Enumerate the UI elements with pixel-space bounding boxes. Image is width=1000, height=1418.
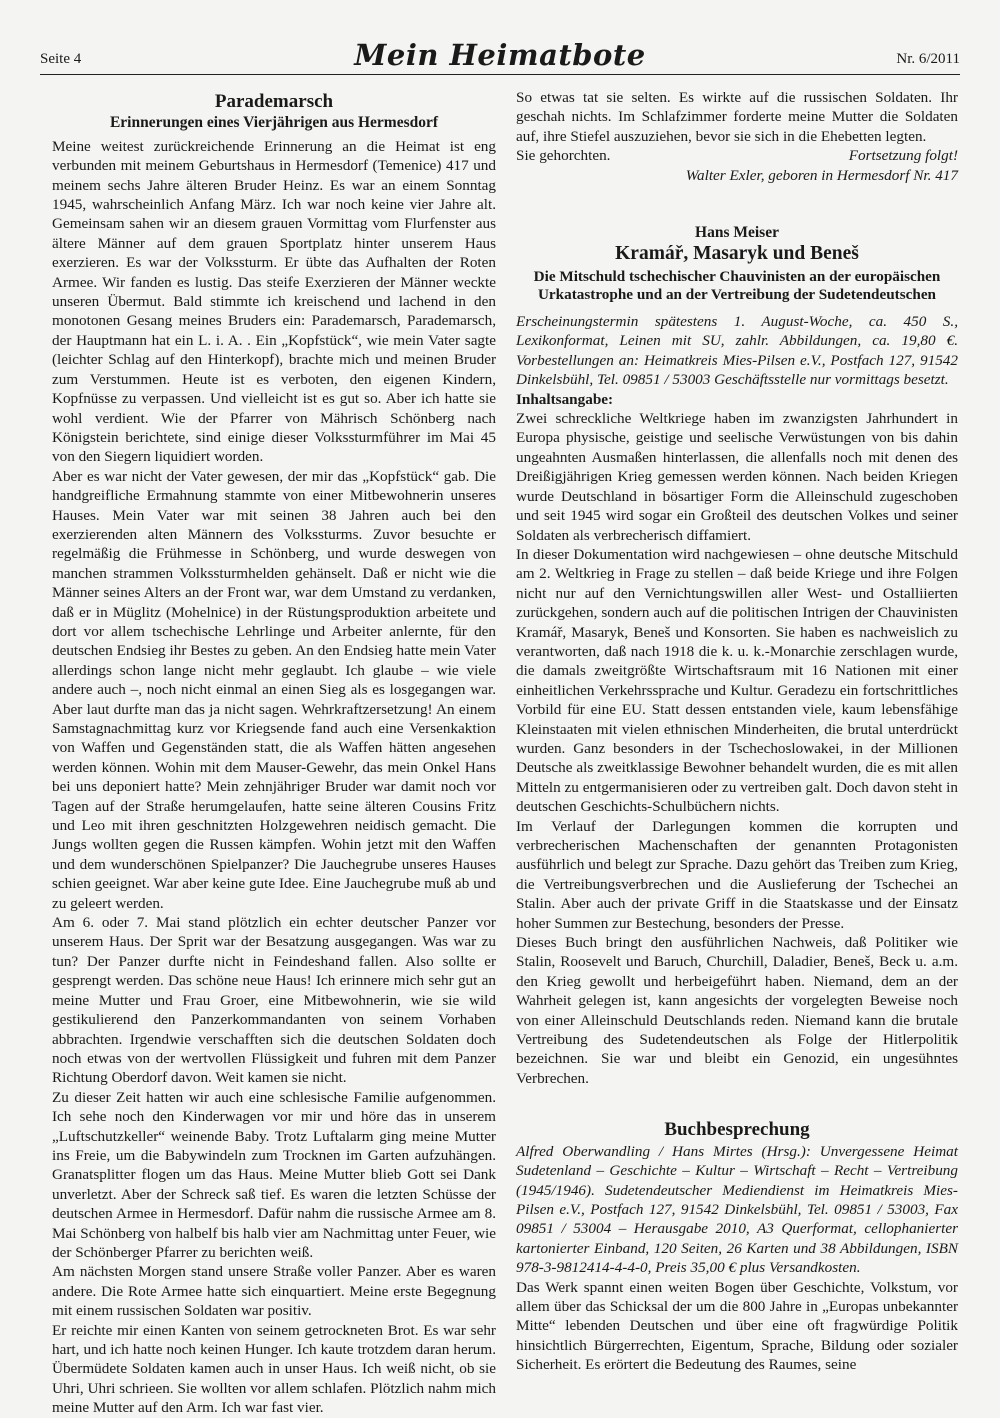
paragraph: Dieses Buch bringt den ausführlichen Nachweis, daß Politiker wie Stalin, Roosevelt und Baruch, Churchill, Daladier, Beneš, Beck u. a.m. den Krieg gewollt und herbeigeführt haben. Niemand, dem an der Wahrheit gelegen ist, kann angesichts der vorgelegten Beweise noch von einer Alleinschuld Deutschlands reden. Niemand kann die brutale Vertreibung des Sudetendeutschen als Folge der Hitlerpolitik bezeichnen. Sie war und bleibt ein Genozid, ein ungesühntes Verbrechen. — [516, 934, 958, 1087]
paragraph: Im Verlauf der Darlegungen kommen die korrupten und verbrecherischen Machenschaften der genannten Protagonisten ausführlich und belegt zur Sprache. Dazu gehört das Treiben zum Krieg, die Vertreibungsverbrechen und die Auslieferung der Tschechei an Stalin. Aber auch der private Griff in die Staatskasse und der Einsatz hoher Summen zur Bestechung, besonders der Presse. — [516, 817, 958, 932]
paragraph: Am nächsten Morgen stand unsere Straße voller Panzer. Aber es waren andere. Die Rote Armee hatte sich einquartiert. Meine erste Begegnung mit einem russischen Soldaten war positiv. — [52, 1263, 496, 1320]
article-continuation: So etwas tat sie selten. Es wirkte auf die russischen Soldaten. Ihr geschah nichts. Im Schlafzimmer forderte meine Mutter die Soldaten auf, ihre Stiefel auszuziehen, bevor sie sich in die Ehebetten legten. — [516, 89, 958, 145]
paragraph: Zu dieser Zeit hatten wir auch eine schlesische Familie aufgenommen. Ich sehe noch den Kinderwagen vor mir und höre das in unserem „Luftschutzkeller“ weinende Baby. Trotz Luftalarm ging meine Mutter ins Freie, um die Babywindeln zum Trocknen im Garten aufzuhängen. Granatsplitter flogen um das Haus. Meine Mutter blieb Gott sei Dank unverletzt. Aber der Schreck saß tief. Es waren die letzten Schüsse der deutschen Armee in Hermesdorf. Dafür nahm die russische Armee am 8. Mai Schönberg von halbelf bis halb vier am Nachmittag unter Feuer, wie der Schönberger Pfarrer zu berichten weiß. — [52, 1088, 496, 1261]
paragraph: Aber es war nicht der Vater gewesen, der mir das „Kopfstück“ gab. Die handgreifliche Ermahnung stammte von einer Mitbewohnerin unseres Hauses. Mein Vater war mit seinen 38 Jahren auch bei den exerzierenden alten Männern des Volkssturms. Zuvor besuchte er regelmäßig die Frühmesse in Schönberg, und wurde deswegen von manchen strammen Volkssturmhelden gehänselt. Daß er nicht wie die Männer seines Alters an der Front war, war dem Umstand zu verdanken, daß er in Müglitz (Mohelnice) in der Rüstungsproduktion arbeitete und dort vor allem tschechische Lehrlinge und Arbeiter anlernte, für den deutschen Endsieg ihr Bestes zu geben. An den Endsieg hatte mein Vater allerdings schon lange nicht mehr geglaubt. Ich glaube – wie viele andere auch –, noch nicht einmal an einen Sieg als es losgegangen war. Aber laut durfte man das ja nicht sagen. Wehrkraftzersetzung! An einem Samstagnachmittag kurz vor Kriegsende fand auch eine Versenkaktion von Waffen und Gegenständen statt, die als Waffen hätten angesehen werden können. Wohin mit dem Mauser-Gewehr, das mein Onkel Hans bei uns deponiert hatte? Mein zehnjähriger Bruder war damit noch vor Tagen auf der Straße herumgelaufen, hatte seine älteren Cousins Fritz und Leo mit ihren geschnitzten Holzgewehren neidisch gemacht. Die Jungs wollten gegen die Russen kämpfen. Wohin jetzt mit den Waffen und dem wunderschönen Spielpanzer? Die Jauchegrube unseres Hauses schien geeignet. War aber keine gute Idee. Eine Jauchegrube muß ab und zu geleert werden. — [52, 467, 496, 912]
paragraph: Am 6. oder 7. Mai stand plötzlich ein echter deutscher Panzer vor unserem Haus. Der Sprit war der Besatzung ausgegangen. Was war zu tun? Der Panzer durfte nicht in Feindeshand fallen. Also sollte er gesprengt werden. Das schöne neue Haus! Ich erinnere mich sehr gut an meine Mutter und Frau Groer, eine Mitbewohnerin, wie sie wild gestikulierend den Panzerkommandanten von seinem Vorhaben abbrachten. Irgendwie verschafften sich die deutschen Soldaten doch noch etwas von der wertvollen Flüssigkeit und fuhren mit dem Panzer Richtung Oberdorf davon. Weit kamen sie nicht. — [52, 914, 496, 1087]
publication-info: Erscheinungstermin spätestens 1. August-Woche, ca. 450 S., Lexikonformat, Leinen mit SU, zahlr. Abbildungen, ca. 19,80 €. Vorbestellungen an: Heimatkreis Mies-Pilsen e.V., Postfach 127, 91542 Dinkelsbühl, Tel. 09851 / 53003 Geschäftsstelle nur vormittags besetzt. — [516, 313, 958, 389]
page-number: Seite 4 — [40, 51, 82, 67]
issue-number: Nr. 6/2011 — [896, 51, 960, 67]
continuation-last-line — [516, 146, 958, 165]
paragraph: Zwei schreckliche Weltkriege haben im zwanzigsten Jahrhundert in Europa physische, geistige und seelische Verwüstungen von bis dahin ungeahnten Ausmaßen hinterlassen, die allenfalls noch mit denen des Dreißigjährigen Krieg gemessen werden können. Nach beiden Kriegen wurde Deutschland in bösartiger Form die Alleinschuld zugeschoben und seit 1945 wird sogar ein Großteil des deutschen Volkes und seiner Soldaten als verbrecherisch diffamiert. — [516, 410, 958, 544]
left-column — [52, 88, 496, 1418]
book-subtitle: Die Mitschuld tschechischer Chauvinisten an der europäischen Urkatastrophe und an der Vertreibung der Sudetendeutschen — [533, 267, 941, 304]
review-title: Buchbesprechung — [664, 1119, 810, 1141]
article-signature: Walter Exler, geboren in Hermesdorf Nr. 417 — [685, 166, 958, 184]
book-author: Hans Meiser — [695, 224, 779, 242]
review-bibliography: Alfred Oberwandling / Hans Mirtes (Hrsg.): Unvergessene Heimat Sudetenland – Geschichte – Kultur – Wirtschaft – Recht – Vertreibung (1945/1946). Sudetendeutscher Mediendienst im Heimatkreis Mies-Pilsen e.V., Postfach 127, 91542 Dinkelsbühl, Tel. 09851 / 53003, Fax 09851 / 53004 – Herausgabe 2010, A3 Querformat, cellophanierter kartonierter Einband, 120 Seiten, 26 Karten und 38 Abbildungen, ISBN 978-3-9812414-4-4-0, Preis 35,00 € plus Versandkosten. — [516, 1142, 958, 1277]
paragraph: Meine weitest zurückreichende Erinnerung an die Heimat ist eng verbunden mit meinem Geburtshaus in Hermesdorf (Temenice) 417 und meinem sechs Jahre älteren Bruder Heinz. Es war an einem Sonntag 1945, wahrscheinlich Anfang März. Ich war noch keine vier Jahre alt. Gemeinsam sahen wir an diesem grauen Vormittag vom Flurfenster aus ältere Männer auf dem grauen Sportplatz hinter unserem Haus exerzieren. Es war der Volkssturm. Er übte das Aufhalten der Roten Armee. Wir fanden es lustig. Das steife Exerzieren der Männer weckte unseren Übermut. Bald stimmte ich kreischend und lachend in den monotonen Gesang meines Bruders ein: Parademarsch, Parademarsch, der Hauptmann hat ein L. i. A. . Ein „Kopfstück“, wie mein Vater sagte (leichter Schlag auf den Hinterkopf), brachte mich und meinen Bruder zum Verstummen. Heute ist es verboten, den eigenen Kindern, Kopfnüsse zu verpassen. Und vielleicht ist es gut so. Aber ich hatte sie wohl verdient. Wie der Pfarrer von Mährisch Schönberg nach Königstein berichtete, sind einige dieser Volkssturmführer im Mai 45 von den Siegern liquidiert worden. — [52, 137, 496, 466]
paragraph: Er reichte mir einen Kanten von seinem getrockneten Brot. Es war sehr hart, und ich hatte noch keinen Hunger. Ich kaute trotzdem daran herum. Übermüdete Soldaten kamen auch in unser Haus. Ich weiß nicht, ob sie Uhri, Uhri schrieen. Sie wollten vor allem schlafen. Plötzlich nahm mich meine Mutter auf den Arm. Ich war fast vier. — [52, 1321, 496, 1417]
right-column — [516, 88, 958, 1375]
masthead-logo: Mein Heimatbote — [354, 38, 646, 72]
continuation-last-text: Sie gehorchten. — [516, 147, 611, 165]
book-title: Kramář, Masaryk und Beneš — [615, 243, 859, 265]
to-be-continued: Fortsetzung folgt! — [848, 147, 958, 165]
paragraph: In dieser Dokumentation wird nachgewiesen – ohne deutsche Mitschuld am 2. Weltkrieg in Frage zu stellen – daß beide Kriege und ihre Folgen nicht nur auf den Vernichtungswillen aller West- und Ostalliierten zurückgehen, sondern auch auf die politischen Intrigen der Chauvinisten Kramář, Masaryk, Beneš und Konsorten. Sie haben es nachweislich zu verantworten, daß nach 1918 die k. u. k.-Monarchie zerschlagen wurde, die damals zweitgrößte Wirtschaftsraum mit 16 Nationen mit einer einheitlichen Verkehrssprache und Kultur. Geradezu ein fortschrittliches Vorbild für eine EU. Statt dessen entstanden viele, kaum lebensfähige Kleinstaaten mit vielen ethnischen Minderheiten, die brutal unterdrückt wurden. Ganz besonders in der Tschechoslowakei, in der Millionen Deutsche als zweitklassige Bewohner behandelt wurden, die es mit allen Mitteln zu entgermanisieren oder zu vertreiben galt. Doch davon steht in deutschen Geschichts-Schulbüchern nichts. — [516, 545, 958, 816]
contents-label: Inhaltsangabe: — [516, 390, 614, 408]
paragraph: Das Werk spannt einen weiten Bogen über Geschichte, Volkstum, vor allem über das Schicksal der um die 800 Jahre in „Europas unbekannter Mitte“ lebenden Deutschen und über eine oft fragwürdige Politik hinsichtlich Bürgerrechten, Eigentum, Sprache, Bildung oder sozialer Sicherheit. Es erörtert die Bedeutung des Raumes, seine — [516, 1278, 958, 1374]
article-title-parademarsch: Parademarsch — [214, 91, 334, 112]
page-header — [40, 34, 960, 75]
article-subtitle: Erinnerungen eines Vierjährigen aus Hermesdorf — [109, 114, 439, 132]
